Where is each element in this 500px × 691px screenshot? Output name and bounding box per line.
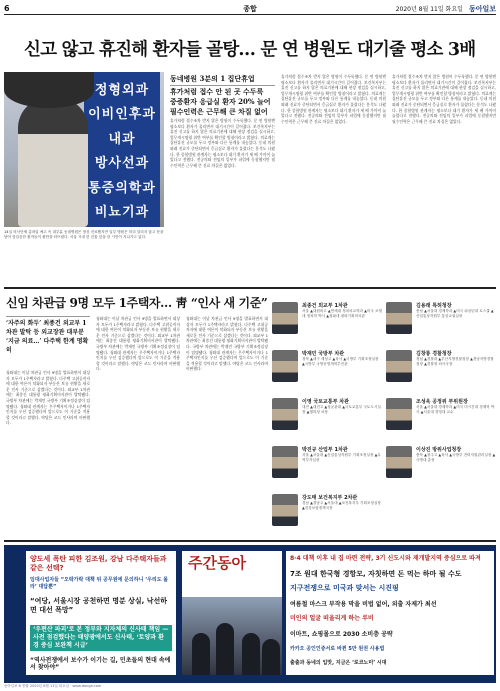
subhead-line: 동네병원 3분의 1 집단휴업	[170, 74, 275, 86]
story1-body-col2: 휴가처럼 접수조차 받지 않은 병원이 수두룩했다. 문 연 병원엔 평소보다 환자가 몰리면서 대기시간이 길어졌다. 보건복지부는 휴진 신고를 하지 않은 의료기관에 대해 현장 점검을 실시하고, 업무개시명령 위반 여부를 확인할 방침이라고 밝혔다. 의료계는 집단휴진 규모를 두고 정부와 다른 통계를 내놓았다. 동네 의원 외래 진료가 중단되면서 응급실로 환자가 몰렸다는 분석도 나왔다. 한 종합병원 관계자는 평소보다 대기 환자가 세 배 가까이 늘었다고 전했다. 전공의와 전임의 일부가 파업에 동참했지만 필수인력은 근무해 큰 진료 차질은 없었다.	[281, 74, 386, 124]
profile-name: 이상진 방위사업청장	[416, 447, 462, 453]
profile-card	[386, 302, 496, 348]
sign-line: 정형외과	[94, 82, 150, 98]
ad-item: 이마트, 쇼핑몰으로 2030 소비층 공략	[290, 631, 393, 638]
portrait-photo	[386, 350, 412, 382]
profile-bio: 경남 ▲경남고 ▲서울대 ▲보건복지부 기획조정실장 ▲건강보험정책국장	[302, 501, 381, 510]
page-number: 6	[4, 4, 10, 13]
portrait-photo	[272, 302, 298, 334]
portrait-photo	[272, 494, 298, 526]
profile-bio: 충북 ▲청주고 ▲육사 ▲국방부 전력자원관리실장 ▲국방대 총장	[416, 453, 496, 462]
profile-card	[386, 398, 496, 444]
masthead	[4, 3, 496, 15]
profile-bio: 충남 ▲서울대 경제학과 ▲미국 워싱턴대 로스쿨 ▲산업통상자원부 통상교섭실장	[416, 309, 494, 318]
section-divider	[4, 287, 496, 289]
profile-card	[386, 350, 496, 396]
sign-line: 이비인후과	[88, 107, 156, 123]
page-footer: 동아일보 6 종합 2020년 8월 11일 화요일 · www.donga.com	[4, 684, 102, 688]
story2-subhead: ‘자주의 화두’ 최종건 외교부 1차관 발탁 등 외교장관 대부분 ‘지금 의료…’ 다주택 한계 명확히	[6, 316, 90, 355]
profile-name: 이영 국토교통부 차관	[302, 399, 349, 405]
ad-item: 출출과 동네의 입맛, 지금은 ‘로코노미’ 시대	[290, 660, 387, 666]
portrait-photo	[272, 398, 298, 430]
sign-line: 내과	[108, 131, 136, 147]
ad-item: 미인의 얼굴 떠올리게 하는 루비	[290, 615, 374, 622]
story1-headline: 신고 않고 휴진해 환자들 골탕… 문 연 병원도 대기줄 평소 3배	[24, 40, 476, 60]
story2-body-col2: 청와대는 이날 차관급 인사 9명을 발표하면서 대상자 모두가 1주택자라고 밝혔다. 다주택 고위공직자에 대한 여론이 악화되자 부동산 보유 현황을 새로운 인사 기준으로 삼겠다는 것이다. 외교부 1차관에는 최종건 대통령 평화기획비서관이 발탁됐다. 국방부 차관에는 박재민 국방부 기획조정실장이 임명됐다. 청와대 관계자는 무주택자이거나 1주택자인지를 우선 검증했다며 앞으로도 이 기준을 적용할 것이라고 말했다. 야당은 코드 인사라며 비판했다.	[96, 316, 180, 372]
profile-bio: 서울 ▲대원외고 ▲연세대 정치외교학과 ▲미국 코넬대 정치학 박사 ▲청와대 평화기획비서관	[302, 309, 382, 318]
hospital-sign	[84, 72, 160, 227]
profile-bio: 서울 ▲서울대 ▲산업통상자원부 기획조정실장 ▲무역투자실장	[302, 453, 381, 462]
profile-card	[272, 494, 382, 540]
ad-item: 여름철 마스크 부작용 막을 비법 없어, 외출 자제가 최선	[290, 601, 437, 608]
story2-headline: 신임 차관급 9명 모두 1주택자… 靑 “인사 새 기준”	[6, 296, 268, 310]
ad-right-panel	[286, 551, 494, 675]
profiles-panel	[272, 302, 496, 536]
portrait-photo	[386, 446, 412, 478]
section-label: 종합	[243, 4, 257, 13]
magazine-cover	[182, 551, 282, 675]
story1-subheads	[170, 74, 275, 117]
sign-line: 비뇨기과	[94, 205, 150, 221]
profile-name: 박진규 산업부 1차관	[302, 447, 348, 453]
profile-bio: 경북 ▲대구 계성고 ▲육사 ▲국방부 기획조정실장 ▲국방부 국방운영개혁추진관	[302, 357, 379, 366]
portrait-photo	[272, 446, 298, 478]
ad-item: 지구전쟁으로 미국과 맞서는 시진핑	[290, 584, 399, 592]
profile-name: 김용래 특허청장	[416, 303, 452, 309]
ad-item: 양도세 폭탄 피한 김조원, 강남 다주택자들과 같은 선택?	[30, 555, 167, 572]
subhead-line: 필수인력은 근무해 큰 차질 없어	[170, 107, 268, 116]
story1-body-col1: 휴가처럼 접수조차 받지 않은 병원이 수두룩했다. 문 연 병원엔 평소보다 환자가 몰리면서 대기시간이 길어졌다. 보건복지부는 휴진 신고를 하지 않은 의료기관에 대해 현장 점검을 실시하고, 업무개시명령 위반 여부를 확인할 방침이라고 밝혔다. 의료계는 집단휴진 규모를 두고 정부와 다른 통계를 내놓았다. 동네 의원 외래 진료가 중단되면서 응급실로 환자가 몰렸다는 분석도 나왔다. 한 종합병원 관계자는 평소보다 대기 환자가 세 배 가까이 늘었다고 전했다. 전공의와 전임의 일부가 파업에 동참했지만 필수인력은 근무해 큰 진료 차질은 없었다.	[170, 118, 275, 168]
ad-item: 7조 원대 한국형 경항모, 자칫하면 돈 먹는 하마 될 수도	[290, 570, 462, 578]
subhead-line: 중증환자 응급실 환자 20% 늘어	[170, 97, 271, 106]
cover-photo	[182, 597, 282, 675]
pedestrian-figure	[18, 98, 88, 227]
sign-line: 방사선과	[94, 156, 150, 172]
photo-caption: 14일 의사단체 총파업 예고 속 대부분 동네병원은 정상 진료했지만 일부 병원은 미리 알리지 않고 문을 닫아 헛걸음한 환자들이 불만을 터뜨렸다. 서울 시내 한 건물 앞을 한 시민이 지나가고 있다.	[4, 230, 164, 239]
ad-item: 8·4 대책 이후 내 집 마련 전략, 3기 신도시와 재개발지역 중심으로 따져	[290, 555, 481, 562]
ad-item: 카카오 공인인증서로 바뀐 5만 원권 사용법	[290, 646, 385, 652]
profile-name: 최종건 외교부 1차관	[302, 303, 348, 309]
portrait-photo	[386, 302, 412, 334]
sign-line: 통증의학과	[88, 180, 156, 196]
ad-left-panel	[26, 551, 176, 675]
umbrella	[4, 72, 94, 108]
ad-item: 임대사업자들 “오락가락 대책 뒤 공무원에 문의하니 ‘우리도 몰라’ 대답뿐”	[30, 577, 169, 590]
profile-card	[272, 350, 382, 396]
subhead-line: 휴가처럼 접수 안 된 곳 수두룩	[170, 87, 264, 96]
magazine-logo: 주간동아	[188, 554, 246, 572]
profile-name: 조성욱 공정위 부위원장	[416, 399, 468, 405]
story1-body-col3: 휴가처럼 접수조차 받지 않은 병원이 수두룩했다. 문 연 병원엔 평소보다 환자가 몰리면서 대기시간이 길어졌다. 보건복지부는 휴진 신고를 하지 않은 의료기관에 대해 현장 점검을 실시하고, 업무개시명령 위반 여부를 확인할 방침이라고 밝혔다. 의료계는 집단휴진 규모를 두고 정부와 다른 통계를 내놓았다. 동네 의원 외래 진료가 중단되면서 응급실로 환자가 몰렸다는 분석도 나왔다. 한 종합병원 관계자는 평소보다 대기 환자가 세 배 가까이 늘었다고 전했다. 전공의와 전임의 일부가 파업에 동참했지만 필수인력은 근무해 큰 진료 차질은 없었다.	[392, 74, 496, 124]
issue-date: 2020년 8월 11일 화요일	[395, 6, 463, 13]
newspaper-brand: 동아일보	[468, 4, 496, 13]
ad-item: “역사전쟁에서 보수가 이기는 길, 민초들의 현대 속에서 찾아야”	[30, 657, 171, 671]
portrait-photo	[272, 350, 298, 382]
profile-bio: 대전 ▲대전고 ▲성균관대 ▲국토교통부 국토도시실장 ▲행복청 차장	[302, 405, 381, 414]
profile-card	[272, 302, 382, 348]
portrait-photo	[386, 398, 412, 430]
profile-name: 박재민 국방부 차관	[302, 351, 345, 357]
story1-photo	[4, 72, 164, 227]
profile-bio: 서울 ▲서울대 경제학과 ▲미국 미시간대 경제학 박사 ▲서울대 경영대 교수	[416, 405, 495, 414]
ad-item: ‘우편산 파괴’로 본 정부와 지자체의 신사태 책임 — 사전 점검했다는 태양광에서도 신사태, ‘토양과 환경 중심 보완책 시급’	[30, 625, 172, 651]
story2-body-col3: 청와대는 이날 차관급 인사 9명을 발표하면서 대상자 모두가 1주택자라고 밝혔다. 다주택 고위공직자에 대한 여론이 악화되자 부동산 보유 현황을 새로운 인사 기준으로 삼겠다는 것이다. 외교부 1차관에는 최종건 대통령 평화기획비서관이 발탁됐다. 국방부 차관에는 박재민 국방부 기획조정실장이 임명됐다. 청와대 관계자는 무주택자이거나 1주택자인지를 우선 검증했다며 앞으로도 이 기준을 적용할 것이라고 말했다. 야당은 코드 인사라며 비판했다.	[186, 316, 268, 372]
ad-divider	[4, 540, 496, 542]
profile-card	[272, 446, 382, 492]
profile-name: 강도태 보건복지부 2차관	[302, 495, 358, 501]
weekly-donga-advertisement	[4, 545, 496, 683]
story2-body-col1: 청와대는 이날 차관급 인사 9명을 발표하면서 대상자 모두가 1주택자라고 밝혔다. 다주택 고위공직자에 대한 여론이 악화되자 부동산 보유 현황을 새로운 인사 기준으로 삼겠다는 것이다. 외교부 1차관에는 최종건 대통령 평화기획비서관이 발탁됐다. 국방부 차관에는 박재민 국방부 기획조정실장이 임명됐다. 청와대 관계자는 무주택자이거나 1주택자인지를 우선 검증했다며 앞으로도 이 기준을 적용할 것이라고 말했다. 야당은 코드 인사라며 비판했다.	[6, 370, 90, 426]
profile-card	[386, 446, 496, 492]
ad-item: “여당, 서울시장 공천하면 명분 상실, 낙선하면 대선 폭망”	[30, 597, 168, 614]
profile-card	[272, 398, 382, 444]
profile-bio: 경남 ▲경찰대 ▲부산지방경찰청장 ▲경남지방경찰청장 ▲경찰청 외사국장	[416, 357, 494, 366]
profile-name: 김창룡 경찰청장	[416, 351, 452, 357]
